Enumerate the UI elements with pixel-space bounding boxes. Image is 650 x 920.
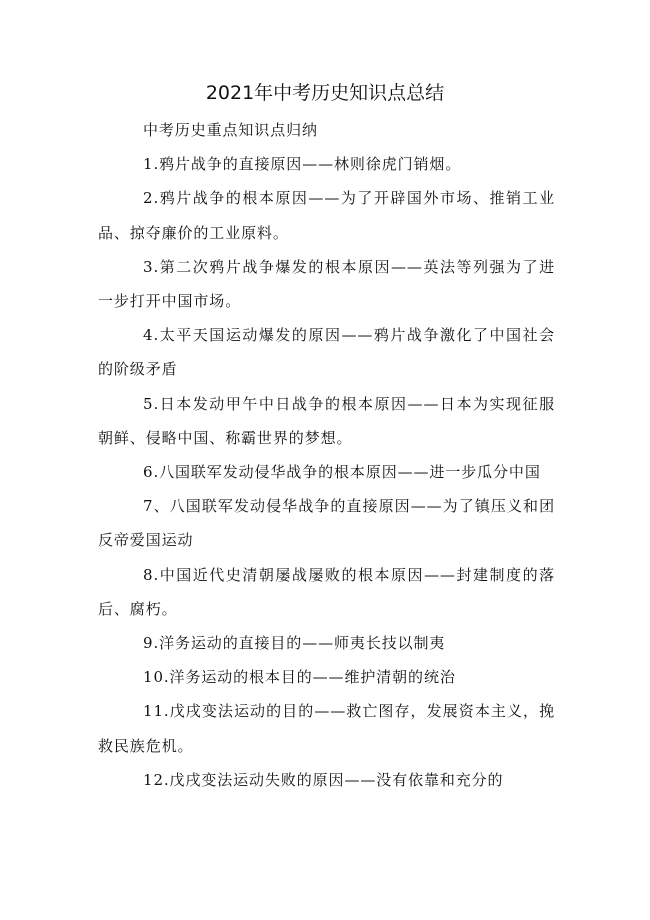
list-item-3: 3.第二次鸦片战争爆发的根本原因——英法等列强为了进一步打开中国市场。: [98, 257, 555, 311]
document-title: 2021年中考历史知识点总结: [205, 82, 445, 104]
list-item-8: 8.中国近代史清朝屡战屡败的根本原因——封建制度的落后、腐朽。: [98, 565, 555, 618]
list-item-2: 2.鸦片战争的根本原因——为了开辟国外市场、推销工业品、掠夺廉价的工业原料。: [98, 189, 555, 242]
list-item-10: 10.洋务运动的根本目的——维护清朝的统治: [143, 668, 456, 687]
list-item-9: 9.洋务运动的直接目的——师夷长技以制夷: [143, 634, 446, 653]
list-item-6: 6.八国联军发动侵华战争的根本原因——进一步瓜分中国: [143, 463, 541, 482]
list-item-12: 12.戊戌变法运动失败的原因——没有依靠和充分的: [143, 770, 504, 789]
section-heading: 中考历史重点知识点归纳: [143, 121, 318, 139]
list-item-1: 1.鸦片战争的直接原因——林则徐虎门销烟。: [143, 155, 462, 174]
document-body: [98, 113, 555, 797]
list-item-7: 7、八国联军发动侵华战争的直接原因——为了镇压义和团反帝爱国运动: [98, 497, 555, 550]
list-item-4: 4.太平天国运动爆发的原因——鸦片战争激化了中国社会的阶级矛盾: [98, 326, 555, 379]
list-item-5: 5.日本发动甲午中日战争的根本原因——日本为实现征服朝鲜、侵略中国、称霸世界的梦想。: [98, 394, 555, 447]
list-item-11: 11.戊戌变法运动的目的——救亡图存，发展资本主义，挽救民族危机。: [98, 702, 555, 755]
